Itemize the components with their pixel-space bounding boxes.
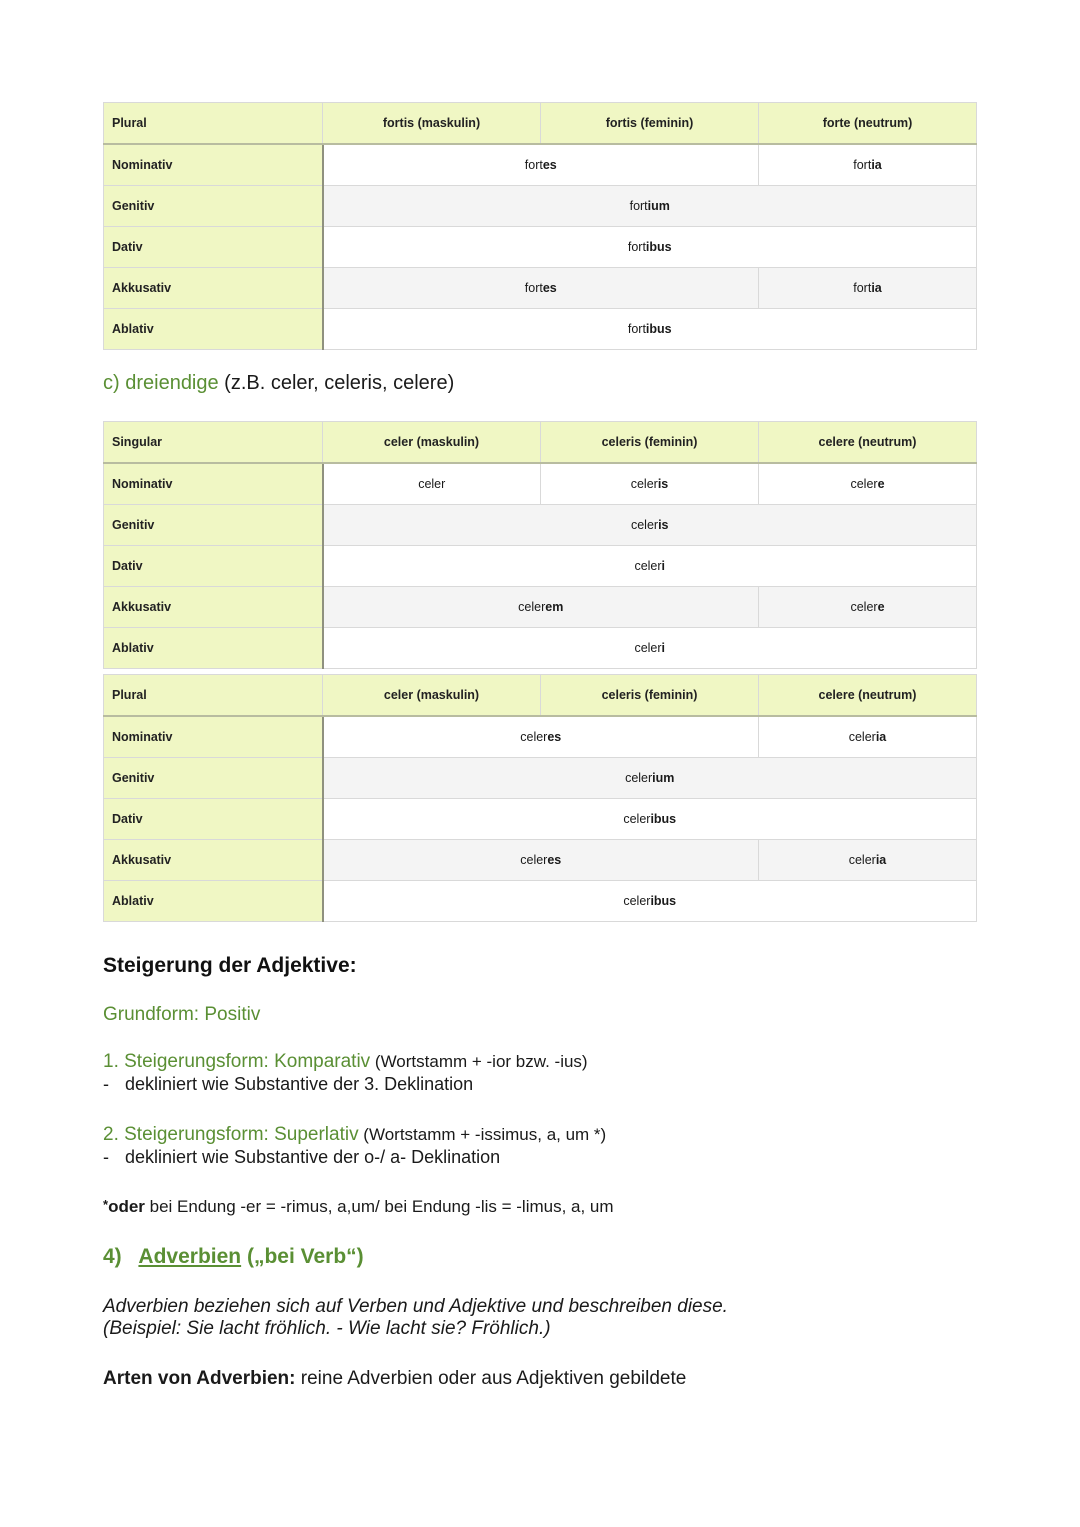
table-row <box>104 227 977 268</box>
komparativ-line: 1. Steigerungsform: Komparativ (Wortstamm + -ior bzw. -ius) <box>103 1051 588 1072</box>
adverbien-description-1: Adverbien beziehen sich auf Verben und Adjektive und beschreiben diese. <box>103 1296 728 1317</box>
table-row <box>104 505 977 546</box>
table-row <box>104 144 977 186</box>
header-cell: celeris (feminin) <box>541 675 759 717</box>
case-label: Nominativ <box>104 463 323 505</box>
form-cell: fortia <box>759 268 977 309</box>
grundform-line: Grundform: Positiv <box>103 1004 261 1025</box>
table-row <box>104 840 977 881</box>
superlativ-bullet: - dekliniert wie Substantive der o-/ a- Deklination <box>103 1147 501 1167</box>
case-label: Akkusativ <box>104 587 323 628</box>
adverbien-heading: 4) Adverbien („bei Verb“) <box>103 1245 364 1268</box>
table-row <box>104 268 977 309</box>
table-row <box>104 716 977 758</box>
header-cell: celer (maskulin) <box>323 675 541 717</box>
case-label: Akkusativ <box>104 268 323 309</box>
arten-line: Arten von Adverbien: reine Adverbien oder aus Adjektiven gebildete <box>103 1368 687 1389</box>
case-label: Genitiv <box>104 186 323 227</box>
form-cell: celeres <box>323 716 759 758</box>
table-row <box>104 881 977 922</box>
table-celer-singular <box>103 421 977 669</box>
form-cell: celeres <box>323 840 759 881</box>
case-label: Genitiv <box>104 505 323 546</box>
form-cell: celeria <box>759 716 977 758</box>
case-label: Ablativ <box>104 309 323 350</box>
form-cell: celerem <box>323 587 759 628</box>
header-cell: Plural <box>104 675 323 717</box>
table-row <box>104 186 977 227</box>
form-cell: celeribus <box>323 799 977 840</box>
case-label: Dativ <box>104 227 323 268</box>
case-label: Nominativ <box>104 144 323 186</box>
header-cell: Plural <box>104 103 323 145</box>
table-row <box>104 628 977 669</box>
table-row <box>104 463 977 505</box>
case-label: Dativ <box>104 799 323 840</box>
komparativ-bullet: - dekliniert wie Substantive der 3. Deklination <box>103 1074 474 1094</box>
case-label: Ablativ <box>104 881 323 922</box>
header-cell: celer (maskulin) <box>323 422 541 464</box>
header-cell: celeris (feminin) <box>541 422 759 464</box>
case-label: Dativ <box>104 546 323 587</box>
table-celer-plural <box>103 674 977 922</box>
table-row <box>104 587 977 628</box>
case-label: Nominativ <box>104 716 323 758</box>
header-cell: celere (neutrum) <box>759 675 977 717</box>
superlativ-line: 2. Steigerungsform: Superlativ (Wortstamm + -issimus, a, um *) <box>103 1124 607 1145</box>
form-cell: celere <box>759 463 977 505</box>
form-cell: celeribus <box>323 881 977 922</box>
table-header-row <box>104 103 977 145</box>
form-cell: fortium <box>323 186 977 227</box>
case-label: Akkusativ <box>104 840 323 881</box>
form-cell: celer <box>323 463 541 505</box>
adverbien-description-2: (Beispiel: Sie lacht fröhlich. - Wie lacht sie? Fröhlich.) <box>103 1318 551 1339</box>
form-cell: celerium <box>323 758 977 799</box>
header-cell: fortis (maskulin) <box>323 103 541 145</box>
header-cell: celere (neutrum) <box>759 422 977 464</box>
form-cell: celeris <box>541 463 759 505</box>
form-cell: celeri <box>323 628 977 669</box>
form-cell: celeria <box>759 840 977 881</box>
section-c-heading: c) dreiendige (z.B. celer, celeris, celere) <box>103 372 455 394</box>
page <box>103 102 977 1390</box>
form-cell: fortes <box>323 144 759 186</box>
form-cell: fortia <box>759 144 977 186</box>
form-cell: fortibus <box>323 227 977 268</box>
table-row <box>104 758 977 799</box>
footnote: *oder bei Endung -er = -rimus, a,um/ bei Endung -lis = -limus, a, um <box>103 1197 614 1216</box>
header-cell: Singular <box>104 422 323 464</box>
steigerung-title: Steigerung der Adjektive: <box>103 954 357 977</box>
form-cell: celeris <box>323 505 977 546</box>
form-cell: fortibus <box>323 309 977 350</box>
table-header-row <box>104 422 977 464</box>
table-header-row <box>104 675 977 717</box>
table-row <box>104 309 977 350</box>
header-cell: fortis (feminin) <box>541 103 759 145</box>
form-cell: celere <box>759 587 977 628</box>
form-cell: celeri <box>323 546 977 587</box>
case-label: Ablativ <box>104 628 323 669</box>
header-cell: forte (neutrum) <box>759 103 977 145</box>
case-label: Genitiv <box>104 758 323 799</box>
table-fortis-plural <box>103 102 977 350</box>
table-row <box>104 799 977 840</box>
table-row <box>104 546 977 587</box>
form-cell: fortes <box>323 268 759 309</box>
